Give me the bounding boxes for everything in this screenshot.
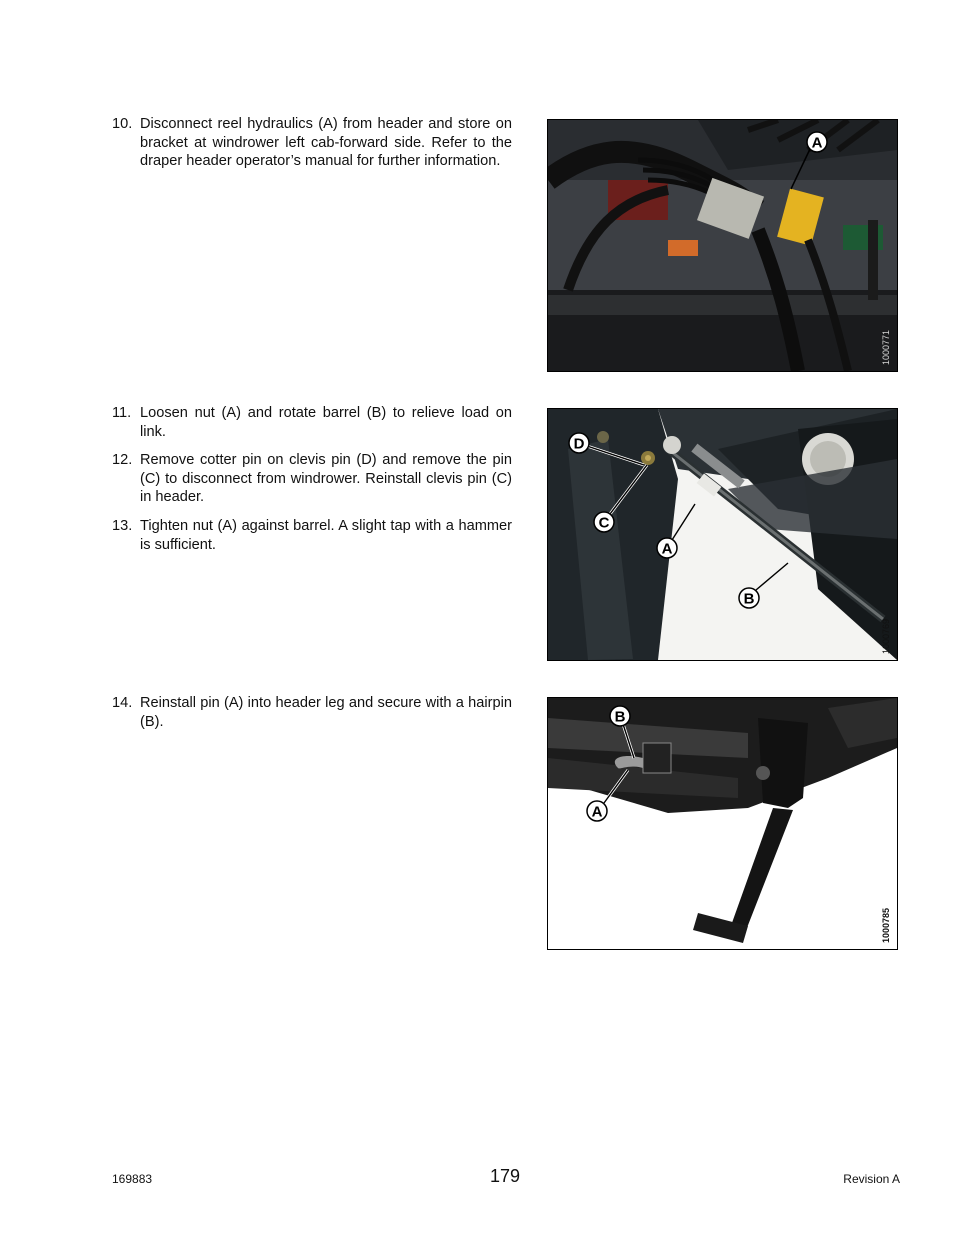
- callout-label: D: [573, 435, 585, 453]
- callout-label: A: [811, 134, 823, 152]
- step-14: [112, 694, 512, 731]
- step-number: 13.: [112, 518, 133, 534]
- step-number: 11.: [112, 405, 132, 421]
- reel-hydraulics-photo: [548, 120, 897, 371]
- figure-number: 1000785: [881, 907, 891, 943]
- step-text: Disconnect reel hydraulics (A) from header and store on bracket at windrower left cab-forward side. Refer to the draper header operator’s manual for further information.: [140, 116, 512, 170]
- callout-b: [739, 588, 759, 608]
- step-number: 14.: [112, 695, 133, 711]
- figure-number: 1000769: [881, 618, 891, 654]
- step-11: [112, 404, 512, 441]
- figure-header-leg-pin: [547, 697, 898, 950]
- callout-label: B: [614, 708, 626, 726]
- link-barrel-photo: [548, 409, 897, 660]
- step-number: 12.: [112, 452, 133, 468]
- step-13: [112, 517, 512, 554]
- figure-link-barrel: [547, 408, 898, 661]
- step-number: 10.: [112, 116, 133, 132]
- header-leg-photo: [548, 698, 897, 949]
- step-text: Remove cotter pin on clevis pin (D) and remove the pin (C) to disconnect from windrower. Reinstall clevis pin (C) in header.: [140, 452, 512, 506]
- callout-d: [569, 433, 589, 453]
- figure-reel-hydraulics: [547, 119, 898, 372]
- document-number: 169883: [112, 1172, 153, 1186]
- step-text: Reinstall pin (A) into header leg and secure with a hairpin (B).: [140, 695, 512, 730]
- callout-a: [807, 132, 827, 152]
- callout-label: A: [661, 540, 673, 558]
- figure-number: 1000771: [881, 329, 891, 365]
- callout-c: [594, 512, 614, 532]
- callout-a: [587, 801, 607, 821]
- callout-label: B: [743, 590, 755, 608]
- step-text: Tighten nut (A) against barrel. A slight tap with a hammer is sufficient.: [140, 518, 512, 553]
- step-12: [112, 451, 512, 507]
- step-text: Loosen nut (A) and rotate barrel (B) to relieve load on link.: [140, 405, 512, 440]
- callout-label: A: [591, 803, 603, 821]
- page-number: 179: [490, 1166, 521, 1186]
- revision-label: Revision A: [843, 1172, 900, 1186]
- step-10: [112, 115, 512, 171]
- callout-b: [610, 706, 630, 726]
- callout-a: [657, 538, 677, 558]
- callout-label: C: [598, 514, 610, 532]
